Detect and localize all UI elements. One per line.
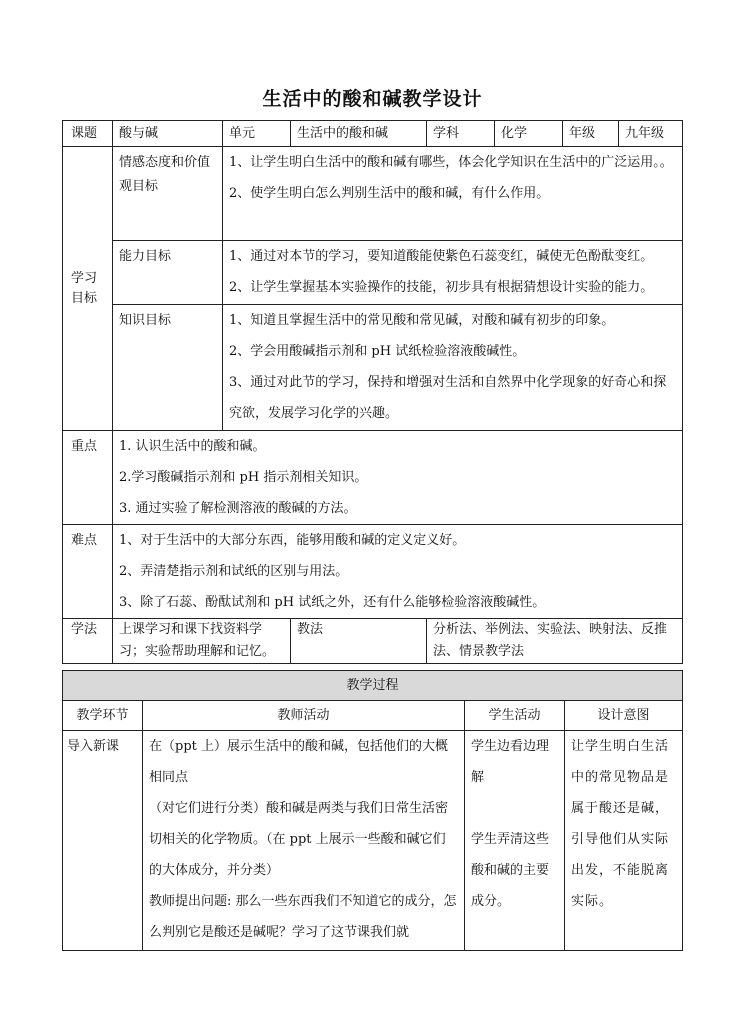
info-row	[63, 121, 683, 147]
subject-value: 化学	[495, 121, 563, 147]
design-intent: 让学生明白生活中的常见物品是属于酸还是碱，引导他们从实际出发，不能脱离实际。	[565, 731, 683, 951]
teacher-activity	[143, 731, 465, 951]
objective-emotion-row	[63, 147, 683, 241]
student-item: 学生弄清这些酸和碱的主要成分。	[471, 832, 550, 909]
ability-objective-content	[223, 241, 683, 305]
key-point-item: 1. 认识生活中的酸和碱。	[119, 439, 266, 454]
emotion-objective-content	[223, 147, 683, 241]
grade-label: 年级	[563, 121, 619, 147]
ability-item: 2、让学生掌握基本实验操作的技能，初步具有根据猜想设计实验的能力。	[229, 280, 654, 295]
header-stage: 教学环节	[63, 701, 143, 731]
methods-row	[63, 619, 683, 664]
key-point-item: 2.学习酸碱指示剂和 pH 指示剂相关知识。	[119, 470, 368, 485]
emotion-objective-label: 情感态度和价值观目标	[113, 147, 223, 241]
process-section-title: 教学过程	[63, 671, 683, 701]
objective-knowledge-row	[63, 305, 683, 431]
course-value: 酸与碱	[113, 121, 223, 147]
student-item: 学生边看边理解	[471, 739, 550, 785]
study-method-value: 上课学习和课下找资料学习；实验帮助理解和记忆。	[113, 619, 291, 664]
key-points-label: 重点	[63, 431, 113, 525]
objective-ability-row	[63, 241, 683, 305]
difficulties-label: 难点	[63, 525, 113, 619]
difficulties-row	[63, 525, 683, 619]
teacher-item: （对它们进行分类）酸和碱是两类与我们日常生活密切相关的化学物质。（在 ppt 上展示一些酸和碱它们的大体成分，并分类）	[149, 801, 449, 878]
teach-method-label: 教法	[291, 619, 427, 664]
header-student: 学生活动	[465, 701, 565, 731]
stage-cell: 导入新课	[63, 731, 143, 951]
process-table	[62, 670, 683, 951]
teacher-item: 在（ppt 上）展示生活中的酸和碱，包括他们的大概相同点	[149, 739, 449, 785]
grade-value: 九年级	[619, 121, 683, 147]
student-activity	[465, 731, 565, 951]
process-row-intro	[63, 731, 683, 951]
emotion-item: 2、使学生明白怎么判别生活中的酸和碱，有什么作用。	[229, 186, 550, 201]
objectives-label: 学习目标	[63, 147, 113, 431]
emotion-item: 1、让学生明白生活中的酸和碱有哪些，体会化学知识在生活中的广泛运用。。	[229, 155, 673, 170]
process-header-row	[63, 701, 683, 731]
unit-value: 生活中的酸和碱	[291, 121, 427, 147]
knowledge-objective-label: 知识目标	[113, 305, 223, 431]
course-label: 课题	[63, 121, 113, 147]
teach-method-value: 分析法、举例法、实验法、映射法、反推法、情景教学法	[427, 619, 683, 664]
teacher-item: 教师提出问题: 那么一些东西我们不知道它的成分，怎么判别它是酸还是碱呢？学习了这节课我们就	[149, 894, 457, 940]
key-points-content	[113, 431, 683, 525]
document-title: 生活中的酸和碱教学设计	[262, 88, 483, 110]
design-table	[62, 120, 683, 664]
knowledge-item: 3、通过对此节的学习，保持和增强对生活和自然界中化学现象的好奇心和探究欲，发展学习化学的兴趣。	[229, 375, 667, 421]
difficulty-item: 2、弄清楚指示剂和试纸的区别与用法。	[119, 564, 349, 579]
header-intent: 设计意图	[565, 701, 683, 731]
ability-objective-label: 能力目标	[113, 241, 223, 305]
knowledge-item: 1、知道且掌握生活中的常见酸和常见碱，对酸和碱有初步的印象。	[229, 313, 615, 328]
header-teacher: 教师活动	[143, 701, 465, 731]
ability-item: 1、通过对本节的学习，要知道酸能使紫色石蕊变红，碱使无色酚酞变红。	[229, 249, 654, 264]
study-method-label: 学法	[63, 619, 113, 664]
key-point-item: 3. 通过实验了解检测溶液的酸碱的方法。	[119, 501, 357, 516]
difficulty-item: 1、对于生活中的大部分东西，能够用酸和碱的定义定义好。	[119, 533, 466, 548]
subject-label: 学科	[427, 121, 495, 147]
difficulties-content	[113, 525, 683, 619]
knowledge-item: 2、学会用酸碱指示剂和 pH 试纸检验溶液酸碱性。	[229, 344, 526, 359]
unit-label: 单元	[223, 121, 291, 147]
difficulty-item: 3、除了石蕊、酚酞试剂和 pH 试纸之外，还有什么能够检验溶液酸碱性。	[119, 595, 546, 610]
knowledge-objective-content	[223, 305, 683, 431]
key-points-row	[63, 431, 683, 525]
